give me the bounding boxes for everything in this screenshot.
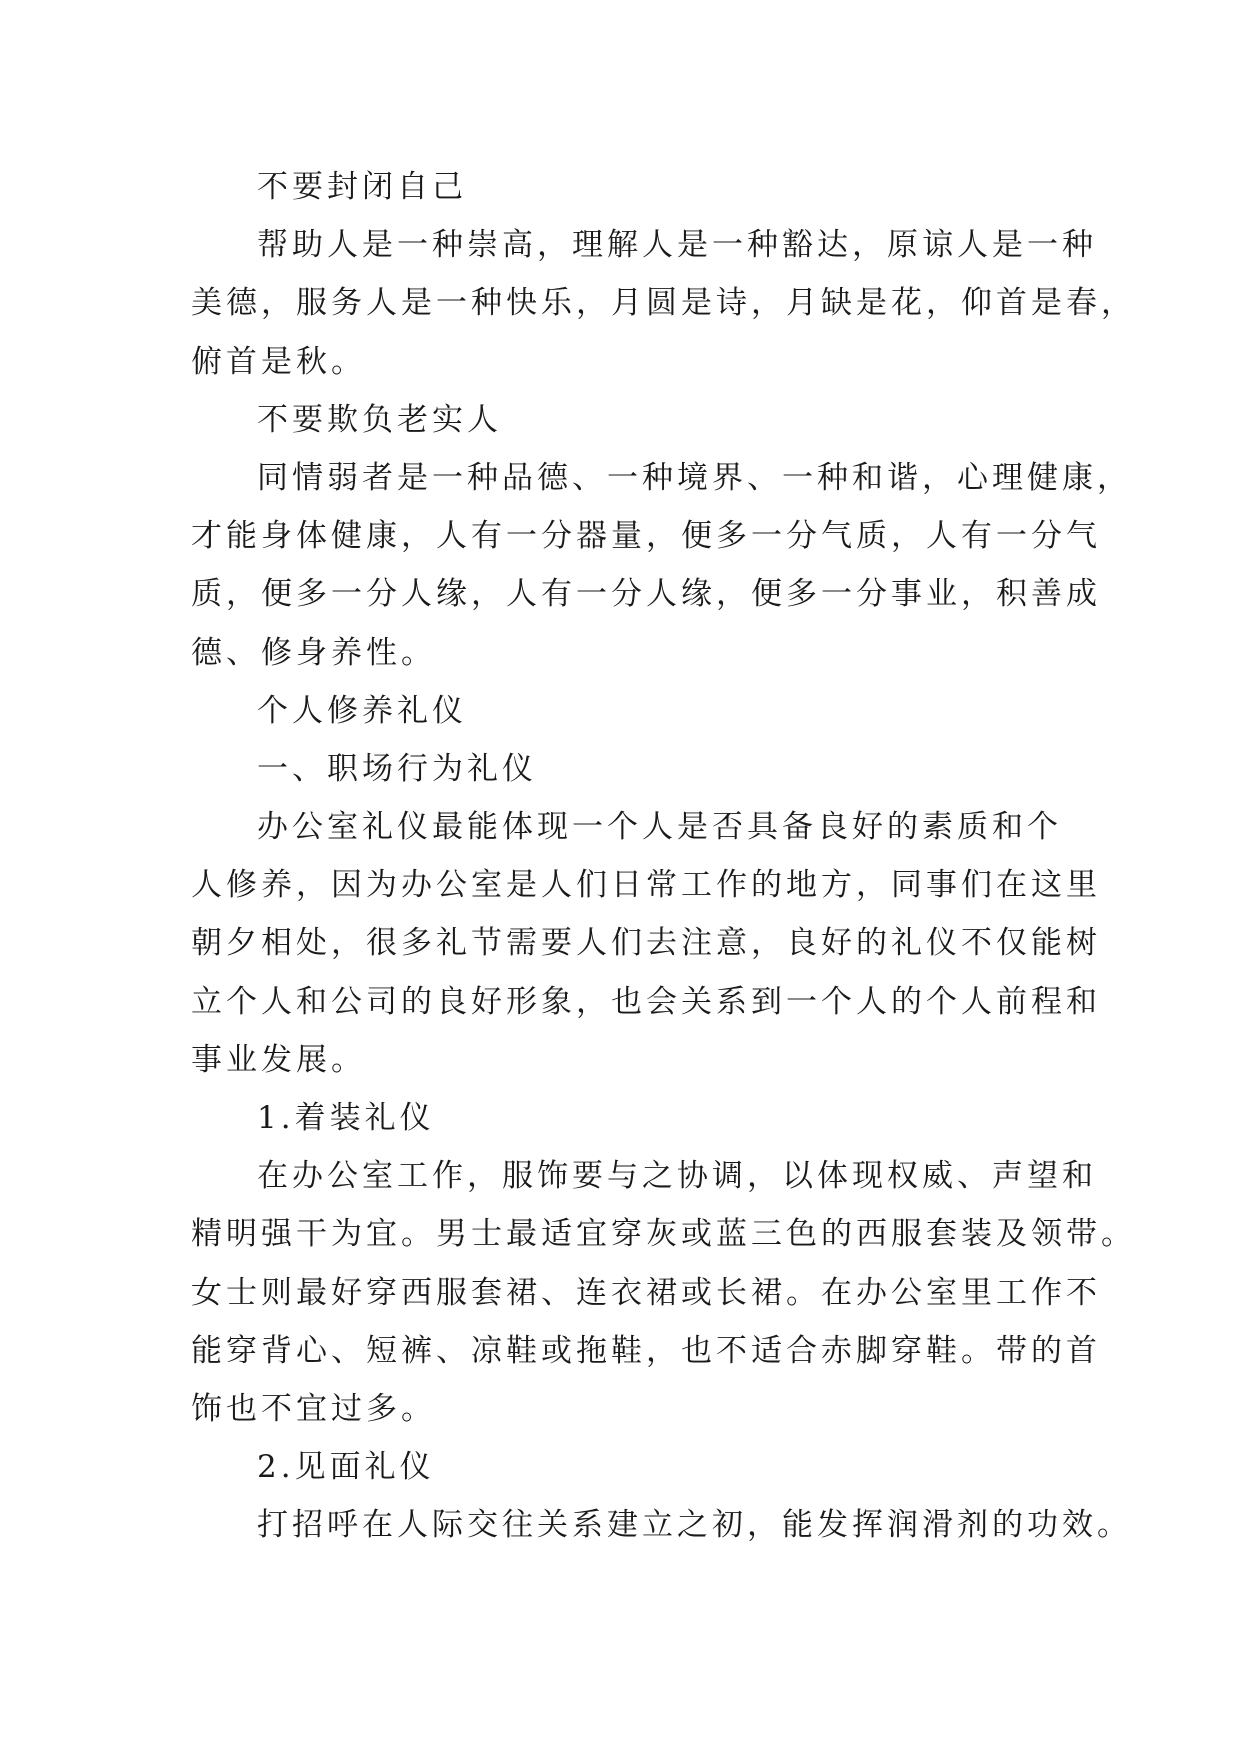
paragraph-line: 才能身体健康，人有一分器量，便多一分气质，人有一分气 xyxy=(191,518,1101,555)
paragraph-line: 事业发展。 xyxy=(191,1041,366,1078)
paragraph-line: 精明强干为宜。男士最适宜穿灰或蓝三色的西服套装及领带。 xyxy=(191,1216,1136,1253)
paragraph-line: 帮助人是一种崇高，理解人是一种豁达，原谅人是一种 xyxy=(257,227,1097,264)
paragraph-line: 办公室礼仪最能体现一个人是否具备良好的素质和个 xyxy=(257,809,1062,846)
paragraph-line: 德、修身养性。 xyxy=(191,634,436,671)
paragraph-line: 人修养，因为办公室是人们日常工作的地方，同事们在这里 xyxy=(191,867,1101,904)
paragraph-line: 朝夕相处，很多礼节需要人们去注意，良好的礼仪不仅能树 xyxy=(191,925,1101,962)
paragraph-line: 美德，服务人是一种快乐，月圆是诗，月缺是花，仰首是春， xyxy=(191,285,1136,322)
paragraph-line: 女士则最好穿西服套裙、连衣裙或长裙。在办公室里工作不 xyxy=(191,1274,1101,1311)
paragraph-line: 立个人和公司的良好形象，也会关系到一个人的个人前程和 xyxy=(191,983,1101,1020)
heading-dont-close-yourself: 不要封闭自己 xyxy=(257,169,467,205)
paragraph-line: 俯首是秋。 xyxy=(191,343,366,380)
paragraph-line: 打招呼在人际交往关系建立之初，能发挥润滑剂的功效。 xyxy=(257,1507,1132,1544)
paragraph-line: 饰也不宜过多。 xyxy=(191,1390,436,1427)
document-body xyxy=(191,158,1136,1555)
heading-dont-bully-honest-people: 不要欺负老实人 xyxy=(257,401,502,438)
subheading-meeting-etiquette: 2.见面礼仪 xyxy=(257,1449,435,1486)
subheading-dress-etiquette: 1.着装礼仪 xyxy=(257,1100,435,1136)
paragraph-line: 在办公室工作，服饰要与之协调，以体现权威、声望和 xyxy=(257,1158,1097,1195)
heading-personal-etiquette: 个人修养礼仪 xyxy=(257,692,467,729)
section-heading-workplace-etiquette: 一、职场行为礼仪 xyxy=(257,750,537,787)
paragraph-line: 能穿背心、短裤、凉鞋或拖鞋，也不适合赤脚穿鞋。带的首 xyxy=(191,1332,1101,1369)
paragraph-line: 质，便多一分人缘，人有一分人缘，便多一分事业，积善成 xyxy=(191,576,1101,613)
paragraph-line: 同情弱者是一种品德、一种境界、一种和谐，心理健康， xyxy=(257,459,1132,496)
